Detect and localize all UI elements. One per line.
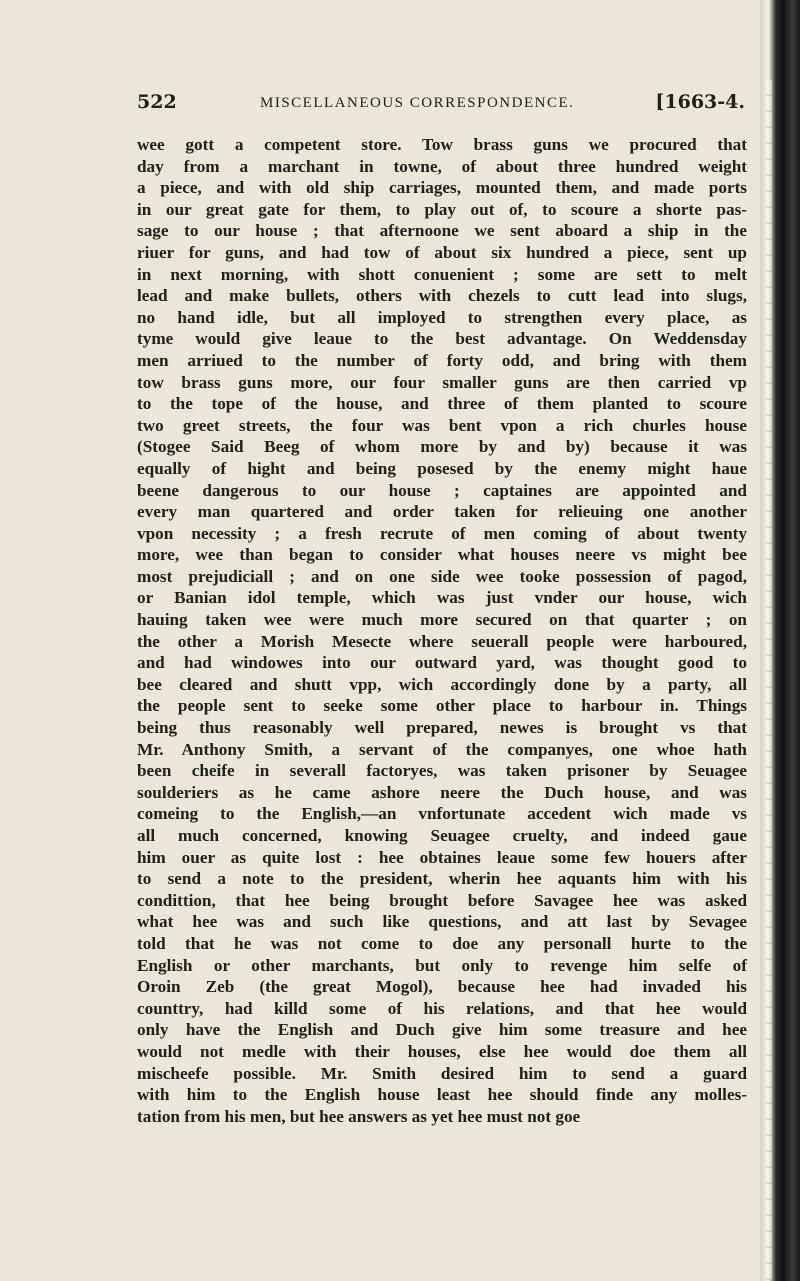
text-line: Oroin Zeb (the great Mogol), because hee had invaded his — [137, 977, 747, 997]
text-line: lead and make bullets, others with chezels to cutt lead into slugs, — [137, 286, 747, 306]
text-line: mischeefe possible. Mr. Smith desired him to send a guard — [137, 1063, 747, 1083]
book-binding-edge — [760, 0, 800, 1281]
year-marker: [1663-4. — [655, 91, 745, 113]
text-line: tyme would give leaue to the best advantage. On Weddensday — [137, 329, 747, 349]
text-line: would not medle with their houses, else hee would doe them all — [137, 1041, 747, 1061]
text-line: tow brass guns more, our four smaller guns are then carried vp — [137, 372, 747, 392]
text-line: with him to the English house least hee should finde any molles- — [137, 1085, 747, 1105]
text-line: being thus reasonably well prepared, newes is brought vs that — [137, 718, 747, 738]
text-line: him ouer as quite lost : hee obtaines leaue some few houers after — [137, 847, 747, 867]
text-line: wee gott a competent store. Tow brass guns we procured that — [137, 135, 747, 154]
text-line: or Banian idol temple, which was just vnder our house, wich — [137, 588, 747, 608]
text-line: a piece, and with old ship carriages, mounted them, and made ports — [137, 178, 747, 198]
text-line: vpon necessity ; a fresh recrute of men coming of about twenty — [137, 523, 747, 543]
text-line: all much concerned, knowing Seuagee cruelty, and indeed gaue — [137, 826, 747, 845]
text-line: to the tope of the house, and three of them planted to scoure — [137, 394, 747, 414]
text-line: told that he was not come to doe any personall hurte to the — [137, 933, 747, 953]
text-line: no hand idle, but all imployed to strengthen every place, as — [137, 307, 747, 327]
text-line: most prejudiciall ; and on one side wee tooke possession of pagod, — [137, 566, 747, 586]
text-line: soulderiers as he came ashore neere the Duch house, and was — [137, 782, 747, 802]
text-line: comeing to the English,—an vnfortunate accedent wich made vs — [137, 804, 747, 824]
body-text — [137, 134, 747, 1127]
text-line: to send a note to the president, wherin hee aquants him with his — [137, 869, 747, 889]
text-line: riuer for guns, and had tow of about six hundred a piece, sent up — [137, 242, 747, 262]
text-line: the other a Morish Mesecte where seuerall people were harboured, — [137, 631, 747, 651]
text-line: equally of hight and being posesed by the enemy might haue — [137, 458, 747, 478]
text-line: Mr. Anthony Smith, a servant of the companyes, one whoe hath — [137, 739, 747, 759]
page-number: 522 — [137, 91, 177, 113]
text-line: tation from his men, but hee answers as yet hee must not goe — [137, 1106, 581, 1126]
page-header — [137, 88, 747, 116]
text-line: in our great gate for them, to play out of, to scoure a shorte pas- — [137, 199, 747, 219]
text-line: (Stogee Said Beeg of whom more by and by) because it was — [137, 437, 747, 457]
text-line: day from a marchant in towne, of about three hundred weight — [137, 156, 747, 176]
text-line: the people sent to seeke some other place to harbour in. Things — [137, 696, 747, 716]
text-line: condittion, that hee being brought before Savagee hee was asked — [137, 890, 747, 910]
text-line: men arriued to the number of forty odd, and bring with them — [137, 350, 747, 370]
text-line: only have the English and Duch give him some treasure and hee — [137, 1020, 747, 1040]
text-line: what hee was and such like questions, and att last by Sevagee — [137, 912, 747, 932]
text-line: and had windowes into our outward yard, was thought good to — [137, 653, 747, 673]
text-line: in next morning, with shott conuenient ; some are sett to melt — [137, 264, 747, 284]
text-line: counttry, had killd some of his relations, and that hee would — [137, 998, 747, 1018]
text-line: every man quartered and order taken for relieuing one another — [137, 502, 747, 522]
text-line: English or other marchants, but only to revenge him selfe of — [137, 955, 747, 975]
text-line: beene dangerous to our house ; captaines are appointed and — [137, 480, 747, 500]
text-line: been cheife in severall factoryes, was taken prisoner by Seuagee — [137, 761, 747, 781]
text-line: sage to our house ; that afternoone we sent aboard a ship in the — [137, 221, 747, 241]
text-line: bee cleared and shutt vpp, wich accordingly done by a party, all — [137, 674, 747, 694]
running-head: MISCELLANEOUS CORRESPONDENCE. — [260, 95, 575, 111]
text-line: two greet streets, the four was bent vpon a rich churles house — [137, 415, 747, 435]
text-line: hauing taken wee were much more secured on that quarter ; on — [137, 610, 747, 630]
text-line: more, wee than began to consider what houses neere vs might bee — [137, 545, 747, 565]
